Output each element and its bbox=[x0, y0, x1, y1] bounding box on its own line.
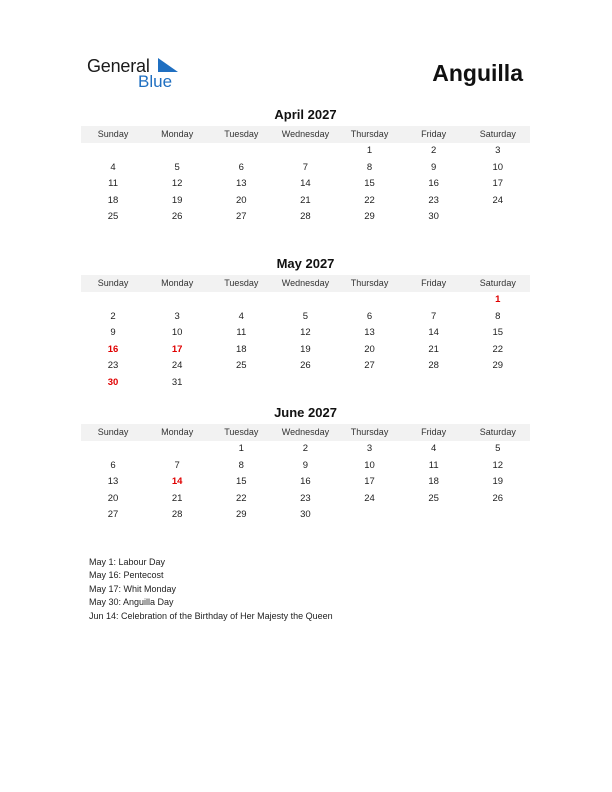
day-cell: 20 bbox=[364, 343, 375, 355]
weekday-header-row bbox=[81, 126, 530, 143]
day-cell: 21 bbox=[171, 492, 183, 504]
weekday-label: Sunday bbox=[97, 129, 129, 139]
day-cell: 8 bbox=[238, 459, 244, 471]
empty-day-cell bbox=[402, 507, 466, 524]
day-cell: 15 bbox=[236, 476, 247, 488]
day-cell: 6 bbox=[366, 310, 373, 322]
day-cell: 11 bbox=[428, 459, 439, 471]
day-cell: 16 bbox=[300, 476, 311, 488]
weekday-label: Monday bbox=[161, 427, 194, 437]
week-row bbox=[81, 143, 530, 160]
empty-day-cell bbox=[338, 292, 402, 309]
day-cell: 22 bbox=[364, 194, 375, 206]
week-row bbox=[81, 507, 530, 524]
holiday-day-cell: 14 bbox=[171, 476, 183, 488]
holiday-day-cell: 1 bbox=[495, 294, 501, 305]
holiday-day-cell: 30 bbox=[107, 376, 119, 388]
day-cell: 21 bbox=[300, 194, 311, 206]
day-cell: 2 bbox=[431, 145, 437, 156]
day-cell: 13 bbox=[236, 178, 247, 190]
day-cell: 25 bbox=[236, 360, 247, 372]
day-cell: 1 bbox=[238, 443, 244, 454]
day-cell: 29 bbox=[236, 509, 247, 521]
empty-day-cell bbox=[402, 375, 466, 392]
day-cell: 8 bbox=[366, 161, 373, 173]
weekday-header-row bbox=[81, 424, 530, 441]
day-cell: 9 bbox=[302, 459, 309, 471]
day-cell: 23 bbox=[300, 492, 311, 504]
day-cell: 2 bbox=[110, 310, 116, 322]
empty-day-cell bbox=[338, 375, 402, 392]
holiday-note: May 16: Pentecost bbox=[89, 570, 164, 581]
week-row bbox=[81, 325, 530, 342]
logo-word-general: General bbox=[87, 56, 150, 76]
week-row bbox=[81, 193, 530, 210]
logo-flag-icon bbox=[158, 58, 178, 72]
weekday-label: Saturday bbox=[479, 427, 516, 437]
day-cell: 24 bbox=[171, 360, 183, 372]
week-row bbox=[81, 292, 530, 309]
day-cell: 5 bbox=[495, 443, 501, 454]
empty-day-cell bbox=[402, 292, 466, 309]
weekday-header-row bbox=[81, 275, 530, 292]
week-row bbox=[81, 358, 530, 375]
weekday-label: Wednesday bbox=[281, 129, 330, 139]
weekday-label: Tuesday bbox=[224, 278, 259, 288]
week-row bbox=[81, 176, 530, 193]
day-cell: 9 bbox=[110, 327, 116, 339]
day-cell: 2 bbox=[302, 443, 309, 454]
day-cell: 26 bbox=[492, 492, 504, 504]
day-cell: 22 bbox=[492, 343, 504, 355]
day-cell: 19 bbox=[492, 476, 504, 488]
empty-day-cell bbox=[81, 143, 145, 160]
holiday-day-cell: 17 bbox=[171, 343, 183, 355]
day-cell: 28 bbox=[300, 211, 311, 223]
day-cell: 15 bbox=[364, 178, 375, 190]
day-cell: 3 bbox=[366, 443, 373, 454]
day-cell: 30 bbox=[428, 211, 439, 223]
empty-day-cell bbox=[273, 375, 337, 392]
empty-day-cell bbox=[81, 292, 145, 309]
month-calendar-june bbox=[81, 404, 530, 524]
holiday-day-cell: 16 bbox=[107, 343, 119, 355]
day-cell: 11 bbox=[236, 327, 247, 339]
day-cell: 6 bbox=[110, 459, 116, 471]
month-calendar-may bbox=[81, 255, 530, 392]
day-cell: 17 bbox=[492, 178, 504, 190]
weekday-label: Sunday bbox=[97, 278, 129, 288]
empty-day-cell bbox=[466, 375, 530, 392]
day-cell: 8 bbox=[495, 310, 501, 322]
empty-day-cell bbox=[466, 209, 530, 226]
day-cell: 16 bbox=[428, 178, 439, 190]
weekday-label: Monday bbox=[161, 278, 194, 288]
day-cell: 31 bbox=[171, 376, 183, 388]
empty-day-cell bbox=[209, 143, 273, 160]
day-cell: 29 bbox=[492, 360, 504, 372]
day-cell: 25 bbox=[107, 211, 119, 223]
day-cell: 15 bbox=[492, 327, 504, 339]
empty-day-cell bbox=[81, 441, 145, 458]
weekday-label: Thursday bbox=[350, 278, 389, 288]
day-cell: 3 bbox=[495, 145, 501, 156]
week-row bbox=[81, 375, 530, 392]
day-cell: 21 bbox=[428, 343, 439, 355]
holiday-note: Jun 14: Celebration of the Birthday of Her Majesty the Queen bbox=[89, 610, 333, 621]
empty-day-cell bbox=[145, 143, 209, 160]
week-row bbox=[81, 309, 530, 326]
day-cell: 7 bbox=[302, 161, 309, 173]
logo-word-blue: Blue bbox=[138, 72, 173, 91]
day-cell: 30 bbox=[300, 509, 311, 521]
holiday-note: May 30: Anguilla Day bbox=[89, 597, 174, 608]
day-cell: 4 bbox=[431, 443, 437, 454]
empty-day-cell bbox=[338, 507, 402, 524]
month-title: May 2027 bbox=[276, 256, 335, 271]
day-cell: 24 bbox=[364, 492, 375, 504]
day-cell: 10 bbox=[364, 459, 375, 471]
day-cell: 14 bbox=[428, 327, 439, 339]
weekday-label: Saturday bbox=[479, 278, 516, 288]
day-cell: 18 bbox=[428, 476, 439, 488]
week-row bbox=[81, 342, 530, 359]
day-cell: 19 bbox=[171, 194, 183, 206]
day-cell: 18 bbox=[236, 343, 247, 355]
empty-day-cell bbox=[273, 292, 337, 309]
weekday-label: Saturday bbox=[479, 129, 516, 139]
week-row bbox=[81, 458, 530, 475]
weekday-label: Thursday bbox=[350, 427, 389, 437]
weekday-label: Friday bbox=[421, 427, 447, 437]
empty-day-cell bbox=[209, 292, 273, 309]
day-cell: 27 bbox=[107, 509, 119, 521]
day-cell: 20 bbox=[107, 492, 119, 504]
month-calendar-april bbox=[81, 106, 530, 226]
day-cell: 22 bbox=[236, 492, 247, 504]
week-row bbox=[81, 474, 530, 491]
day-cell: 5 bbox=[302, 310, 309, 322]
day-cell: 12 bbox=[171, 178, 183, 190]
day-cell: 5 bbox=[174, 161, 180, 173]
weekday-label: Friday bbox=[421, 129, 447, 139]
country-title: Anguilla bbox=[432, 60, 523, 86]
day-cell: 4 bbox=[110, 161, 116, 173]
day-cell: 11 bbox=[108, 178, 118, 190]
weekday-label: Friday bbox=[421, 278, 447, 288]
day-cell: 9 bbox=[431, 161, 437, 173]
day-cell: 10 bbox=[492, 161, 504, 173]
week-row bbox=[81, 209, 530, 226]
day-cell: 12 bbox=[492, 459, 504, 471]
empty-day-cell bbox=[209, 375, 273, 392]
month-title: June 2027 bbox=[274, 405, 337, 420]
holiday-note: May 1: Labour Day bbox=[89, 557, 166, 567]
day-cell: 23 bbox=[428, 194, 439, 206]
day-cell: 13 bbox=[364, 327, 375, 339]
empty-day-cell bbox=[145, 292, 209, 309]
day-cell: 4 bbox=[238, 310, 244, 322]
day-cell: 19 bbox=[300, 343, 311, 355]
weekday-label: Tuesday bbox=[224, 129, 259, 139]
empty-day-cell bbox=[145, 441, 209, 458]
month-title: April 2027 bbox=[274, 107, 337, 122]
day-cell: 23 bbox=[107, 360, 119, 372]
weekday-label: Thursday bbox=[350, 129, 389, 139]
day-cell: 14 bbox=[300, 178, 311, 190]
day-cell: 25 bbox=[428, 492, 439, 504]
day-cell: 28 bbox=[428, 360, 439, 372]
day-cell: 18 bbox=[107, 194, 119, 206]
holiday-notes bbox=[89, 556, 349, 623]
day-cell: 20 bbox=[236, 194, 247, 206]
day-cell: 7 bbox=[431, 310, 437, 322]
weekday-label: Sunday bbox=[97, 427, 129, 437]
weekday-label: Wednesday bbox=[281, 427, 330, 437]
day-cell: 13 bbox=[107, 476, 119, 488]
day-cell: 27 bbox=[236, 211, 247, 223]
week-row bbox=[81, 160, 530, 177]
day-cell: 27 bbox=[364, 360, 375, 372]
empty-day-cell bbox=[273, 143, 337, 160]
day-cell: 3 bbox=[174, 310, 180, 322]
day-cell: 24 bbox=[492, 194, 504, 206]
day-cell: 1 bbox=[366, 145, 373, 156]
day-cell: 7 bbox=[174, 459, 180, 471]
day-cell: 12 bbox=[300, 327, 311, 339]
week-row bbox=[81, 441, 530, 458]
day-cell: 10 bbox=[171, 327, 183, 339]
weekday-label: Monday bbox=[161, 129, 194, 139]
weekday-label: Wednesday bbox=[281, 278, 330, 288]
generalblue-logo bbox=[87, 56, 187, 92]
weekday-label: Tuesday bbox=[224, 427, 259, 437]
day-cell: 26 bbox=[300, 360, 311, 372]
day-cell: 28 bbox=[171, 509, 183, 521]
day-cell: 29 bbox=[364, 211, 375, 223]
week-row bbox=[81, 491, 530, 508]
empty-day-cell bbox=[466, 507, 530, 524]
holiday-note: May 17: Whit Monday bbox=[89, 583, 177, 594]
day-cell: 6 bbox=[238, 161, 244, 173]
day-cell: 26 bbox=[171, 211, 183, 223]
day-cell: 17 bbox=[364, 476, 375, 488]
